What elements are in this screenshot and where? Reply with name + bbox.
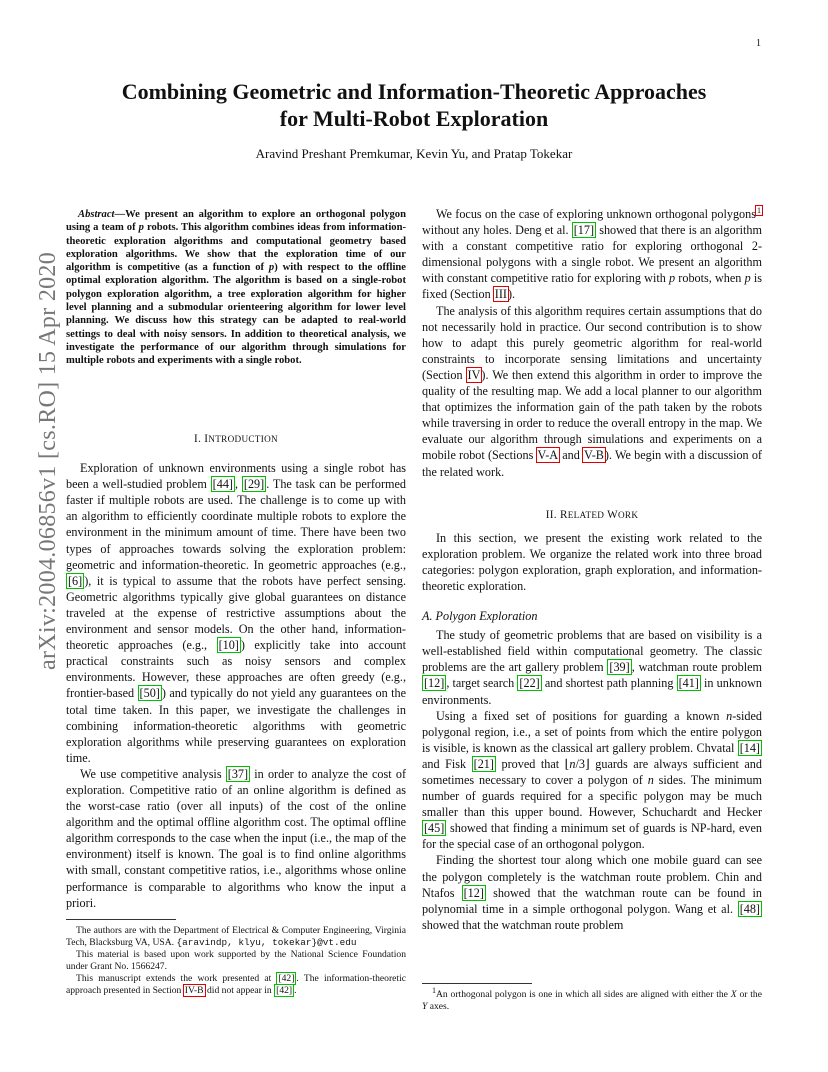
footnote-affiliation: The authors are with the Department of Electrical & Computer Engineering, Virginia Tech, Blacksburg VA, USA. {aravindp, klyu, tokekar}@vt.edu [66, 925, 406, 948]
cite-10[interactable]: [10] [218, 638, 239, 653]
cite-45[interactable]: [45] [424, 821, 445, 836]
cite-22[interactable]: [22] [519, 676, 540, 691]
footnote-link-1[interactable]: 1 [757, 205, 761, 215]
title-line-2: for Multi-Robot Exploration [279, 106, 549, 131]
cite-17[interactable]: [17] [573, 223, 595, 238]
cite-6[interactable]: [6] [68, 573, 83, 588]
footnote-orthogonal: $^1$An orthogonal polygon is one in which all sides are aligned with either the X or the Y axes. [422, 985, 762, 1012]
focus-paragraph: We focus on the case of exploring unknown orthogonal polygons$^1$ without any holes. Deng et al. [17] showed that there is an algorithm with a constant competitive ratio for exploring orthogonal 2-dimensional polygons with a single robot. We present an algorithm with constant competitive ratio for exploring with p robots, when p is fixed (Section III). [422, 205, 762, 302]
section-link-IV[interactable]: IV [467, 367, 481, 382]
section-link-V-A[interactable]: V-A [537, 448, 559, 463]
abstract-label: Abstract [78, 209, 115, 220]
footnote-rule [422, 983, 532, 984]
cite-39[interactable]: [39] [609, 660, 630, 675]
footnote-rule [66, 919, 176, 920]
polygon-paragraph: Finding the shortest tour along which one mobile guard can see the polygon completely is the watchman route problem. Chin and Ntafos [12] showed that the watchman route can be found in polynomial time in a simple orthogonal polygon. Wang et al. [48] showed that the watchman route problem [422, 853, 762, 932]
footnote-extends: This manuscript extends the work presented at [42] . The information-theoretic approach presented in Section IV-B did not appear in [42] . [66, 973, 406, 996]
cite-50[interactable]: [50] [139, 686, 160, 701]
abstract-text: —We present an algorithm to explore an orthogonal polygon using a team of p robots. This algorithm combines ideas from information-theoretic exploration algorithms and computational geometry based exploration algorithms. We show that the exploration time of our algorithm is competitive (as a function of p) with respect to the offline optimal exploration algorithm. The algorithm is based on a single-robot polygon exploration algorithm, a tree exploration algorithm for higher level planning and a submodular orienteering algorithm for lower level planning. We discuss how this strategy can be adapted to real-world settings to deal with noisy sensors. In addition to theoretical analysis, we investigate the performance of our algorithm through simulations for multiple robots and experiments with a single robot. [66, 209, 406, 367]
polygon-paragraph: Using a fixed set of positions for guarding a known n-sided polygonal region, i.e., a set of points from which the entire polygon is visible, is known as the classical art gallery problem. Chvatal [14] and Fisk [21] proved that ⌊n/3⌋ guards are always sufficient and sometimes necessary to cover a polygon of n sides. The minimum number of guards required for a specific polygon may be much smaller than this upper bound. However, Schuchardt and Hecker [45] showed that finding a minimum set of guards is NP-hard, even for the special case of an orthogonal polygon. [422, 708, 762, 852]
section-link-III[interactable]: III [494, 287, 507, 302]
cite-44[interactable]: [44] [212, 477, 233, 492]
cite-21[interactable]: [21] [473, 756, 494, 771]
related-intro-paragraph: In this section, we present the existing work related to the exploration problem. We organize the related work into three broad categories: polygon exploration, graph exploration, and information-theoretic exploration. [422, 530, 762, 593]
cite-42[interactable]: [42] [276, 985, 293, 996]
cite-48[interactable]: [48] [739, 901, 760, 916]
page-number: 1 [756, 38, 761, 49]
arxiv-stamp[interactable]: arXiv:2004.06856v1 [cs.RO] 15 Apr 2020 [35, 251, 61, 670]
polygon-exploration-heading: A. Polygon Exploration [422, 609, 538, 624]
cite-14[interactable]: [14] [739, 740, 760, 755]
cite-12[interactable]: [12] [424, 676, 445, 691]
abstract [66, 208, 406, 368]
cite-41[interactable]: [41] [678, 676, 699, 691]
cite-29[interactable]: [29] [243, 477, 265, 492]
intro-paragraph: We use competitive analysis [37] in order to analyze the cost of exploration. Competitive ratio of an online algorithm is defined as the worst-case ratio (over all inputs) of the cost of the online algorithm and the optimal offline algorithm cost. The optimal offline algorithm corresponds to the case when the input (i.e., the map of the environment) itself is known. The goal is to find online algorithms with small, constant competitive ratios, i.e., algorithms whose online performance is comparable to algorithms who know the input a priori. [66, 766, 406, 910]
right-footnotes [422, 985, 762, 1013]
author-list: Aravind Preshant Premkumar, Kevin Yu, and Pratap Tokekar [255, 146, 573, 161]
right-column [422, 206, 762, 933]
polygon-paragraph: The study of geometric problems that are based on visibility is a well-established field within computational geometry. The classic problems are the art gallery problem [39] , watchman route problem [12] , target search [22] and shortest path planning [41] in unknown environments. [422, 628, 762, 707]
intro-section [66, 431, 406, 911]
analysis-paragraph: The analysis of this algorithm requires certain assumptions that do not necessarily hold in practice. Our second contribution is to show how to adapt this purely geometric algorithm for real-world constraints to incorporate sensing limitations and uncertainty (Section IV). We then extend this algorithm in order to improve the quality of the resulting map. We add a local planner to our algorithm that optimizes the information gain of the path taken by the robots while traversing in order to reduce the overall entropy in the map. We evaluate our algorithm through simulations and experiments on a mobile robot (Sections V-A and V-B). We begin with a discussion of the related work. [422, 303, 762, 479]
intro-paragraph: Exploration of unknown environments using a single robot has been a well-studied problem [44] , [29] . The task can be performed faster if multiple robots are used. The challenge is to come up with an algorithm to efficiently coordinate multiple robots to explore the environment in the minimum amount of time. There have been two types of approaches towards solving the exploration problem: geometric and information-theoretic. In geometric approaches (e.g., [6] ), it is typical to assume that the robots have perfect sensing. Geometric algorithms typically give global guarantees on distance traveled at the expense of restrictive assumptions about the environment and sensor models. On the other hand, information-theoretic approaches (e.g., [10] ) explicitly take into account practical constraints such as noisy sensors and complex environments. However, these approaches are often greedy (e.g., frontier-based [50] ) and typically do not yield any guarantees on the total time taken. In this paper, we investigate the challenges in combining information-theoretic algorithms with geometric exploration algorithms while preserving guarantees on exploration time. [66, 461, 407, 765]
title-line-1: Combining Geometric and Information-Theoretic Approaches [121, 79, 707, 104]
left-footnotes [66, 925, 406, 997]
cite-37[interactable]: [37] [227, 766, 249, 781]
footnote-nsf: This material is based upon work supported by the National Science Foundation under Grant No. 1566247. [66, 949, 406, 972]
cite-42[interactable]: [42] [278, 973, 295, 984]
section-link-V-B[interactable]: V-B [584, 448, 604, 463]
section-link-IV-B[interactable]: IV-B [184, 985, 204, 996]
paper-title [60, 78, 768, 132]
cite-12[interactable]: [12] [463, 885, 484, 900]
intro-heading: I. INTRODUCTION [194, 433, 278, 445]
related-heading: II. RELATED WORK [545, 508, 639, 521]
author-emails: {aravindp, klyu, tokekar}@vt.edu [176, 937, 357, 948]
